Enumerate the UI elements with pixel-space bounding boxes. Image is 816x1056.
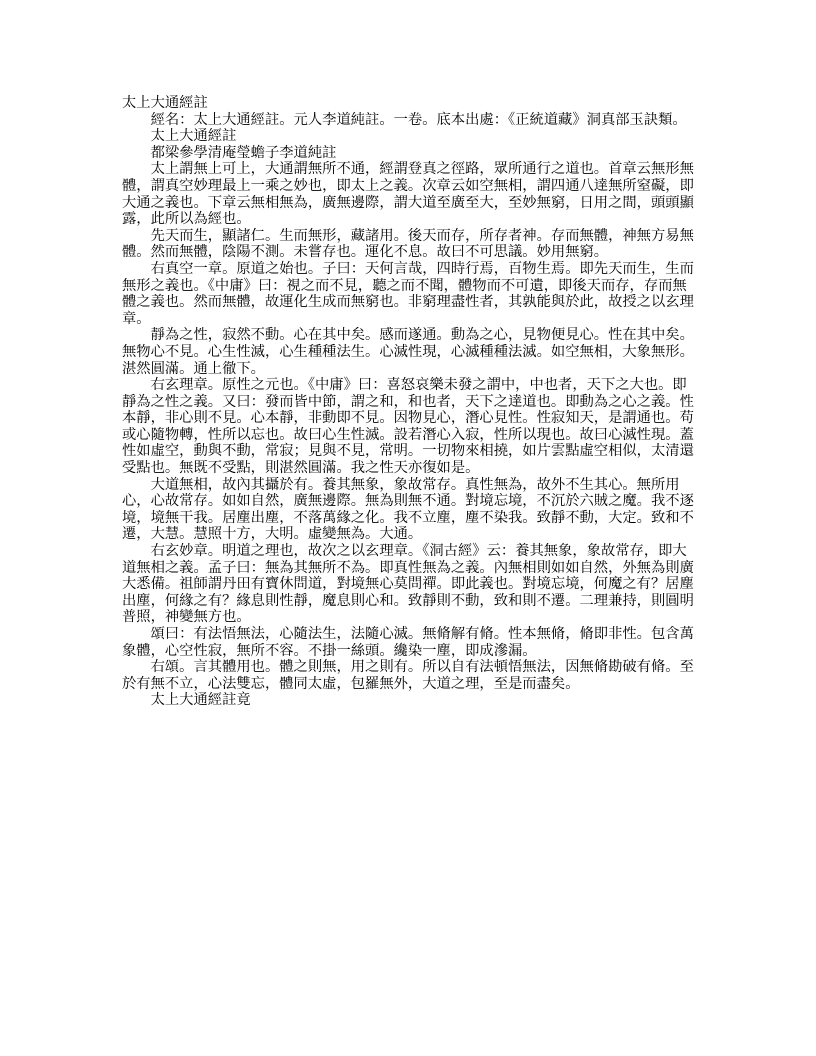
paragraph: 右真空一章。原道之始也。子曰：天何言哉，四時行焉，百物生焉。即先天而生，生而無形之義也。《中庸》曰：視之而不見，聽之而不聞，體物而不可遺，即後天而存，存而無體之義也。然而無體，故運化生成而無窮也。非窮理盡性者，其孰能與於此，故授之以玄理章。 <box>122 260 694 327</box>
paragraph: 右玄妙章。明道之理也，故次之以玄理章。《洞古經》云：養其無象，象故常存，即大道無相之義。孟子曰：無為其無所不為。即真性無為之義。內無相則如如自然，外無為則廣大悉備。祖師謂丹田有寶休問道，對境無心莫問禪。即此義也。對境忘境，何魔之有？居塵出塵，何緣之有？緣息則性靜，魔息則心和。致靜則不動，致和則不遷。二理兼持，則圓明普照，神變無方也。 <box>122 543 694 626</box>
source-note: 經名：太上大通經註。元人李道純註。一卷。底本出處：《正統道藏》洞真部玉訣類。 <box>150 111 687 128</box>
author-line: 都梁參學清庵瑩蟾子李道純註 <box>150 144 337 161</box>
paragraph: 靜為之性，寂然不動。心在其中矣。感而遂通。動為之心，見物便見心。性在其中矣。無物心不見。心生性滅，心生種種法生。心滅性現，心滅種種法滅。如空無相，大象無形。湛然圓滿。通上徹下。 <box>122 327 694 377</box>
paragraph: 大道無相，故內其攝於有。養其無象，象故常存。真性無為，故外不生其心。無所用心，心故常存。如如自然，廣無邊際。無為則無不通。對境忘境，不沉於六賊之魔。我不逐境，境無干我。居塵出塵，不落萬緣之化。我不立塵，塵不染我。致靜不動，大定。致和不遷，大慧。慧照十方，大明。虛變無為。大通。 <box>122 476 694 543</box>
paragraph: 太上謂無上可上，大通謂無所不通，經謂登真之徑路，眾所通行之道也。首章云無形無體，謂真空妙理最上一乘之妙也，即太上之義。次章云如空無相，謂四通八達無所窒礙，即大通之義也。下章云無相無為，廣無邊際，謂大道至廣至大，至妙無窮，日用之間，頭頭顯露，此所以為經也。 <box>122 161 694 228</box>
document-page <box>122 95 700 709</box>
closing-line: 太上大通經註竟 <box>150 692 251 709</box>
paragraph: 先天而生，顯諸仁。生而無形，藏諸用。後天而存，所存者神。存而無體，神無方易無體。然而無體，陰陽不測。未嘗存也。運化不息。故曰不可思議。妙用無窮。 <box>122 227 694 261</box>
paragraph: 右頌。言其體用也。體之則無，用之則有。所以自有法頓悟無法，因無脩勘破有脩。至於有無不立，心法雙忘，體同太虛，包羅無外，大道之理，至是而盡矣。 <box>122 659 694 692</box>
verse-paragraph: 頌曰：有法悟無法，心隨法生，法隨心滅。無脩解有脩。性本無脩，脩即非性。包含萬象體，心空性寂，無所不容。不掛一絲頭。纔染一塵，即成滲漏。 <box>122 626 694 659</box>
document-title: 太上大通經註 <box>122 95 208 111</box>
section-heading: 太上大通經註 <box>150 128 237 145</box>
paragraph: 右玄理章。原性之元也。《中庸》曰：喜怒哀樂未發之謂中，中也者，天下之大也。即靜為之性之義。又曰：發而皆中節，謂之和，和也者，天下之達道也。即動為之心之義。性本靜，非心則不見。心本靜，非動即不見。因物見心，潛心見性。性寂知天，是謂通也。苟或心隨物轉，性所以忘也。故曰心生性滅。設若潛心入寂，性所以現也。故曰心滅性現。蓋性如虛空，動與不動，常寂；見與不見，常明。一切物來相撓，如片雲點虛空相似，太清還受點也。無既不受點，則湛然圓滿。我之性天亦復如是。 <box>122 377 694 477</box>
